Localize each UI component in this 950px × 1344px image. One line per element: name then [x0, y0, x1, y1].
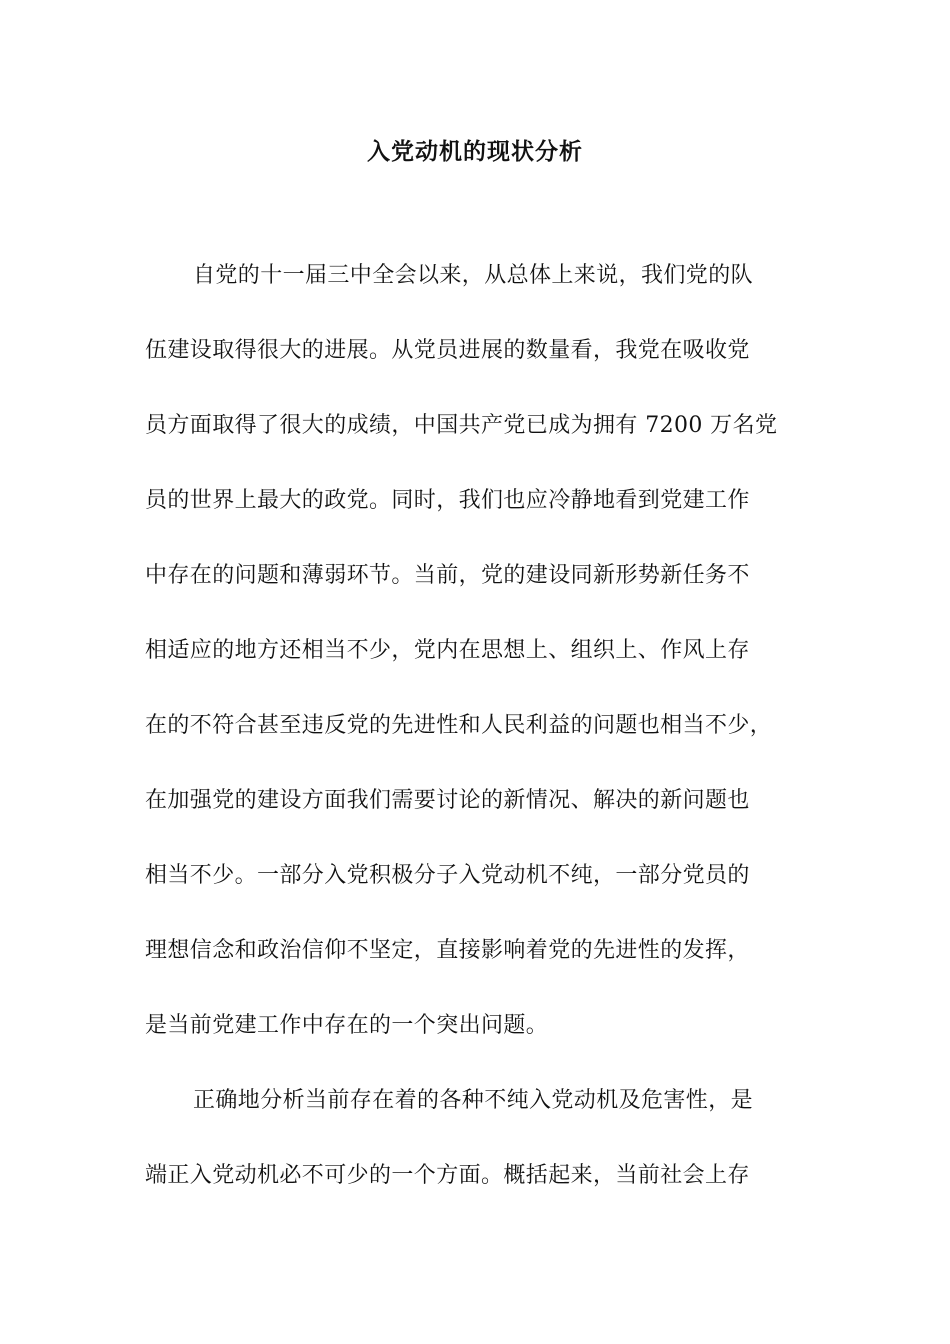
document-body [145, 256, 805, 1231]
paragraph-line: 中存在的问题和薄弱环节。当前，党的建设同新形势新任务不 [145, 563, 750, 588]
paragraph-line: 自党的十一届三中全会以来，从总体上来说，我们党的队 [193, 263, 754, 288]
paragraph-line: 相适应的地方还相当不少，党内在思想上、组织上、作风上存 [145, 638, 750, 663]
paragraph-line: 理想信念和政治信仰不坚定，直接影响着党的先进性的发挥， [145, 938, 750, 963]
paragraph-line: 是当前党建工作中存在的一个突出问题。 [145, 1013, 549, 1038]
paragraph-line: 伍建设取得很大的进展。从党员进展的数量看，我党在吸收党 [145, 338, 750, 363]
paragraph-line: 在的不符合甚至违反党的先进性和人民利益的问题也相当不少， [145, 713, 773, 738]
paragraph-1 [145, 256, 805, 1081]
paragraph-line: 端正入党动机必不可少的一个方面。概括起来，当前社会上存 [145, 1163, 750, 1188]
paragraph-line: 员的世界上最大的政党。同时，我们也应冷静地看到党建工作 [145, 488, 750, 513]
paragraph-2 [145, 1081, 805, 1231]
paragraph-line: 员方面取得了很大的成绩，中国共产党已成为拥有 7200 万名党 [145, 413, 778, 438]
paragraph-line: 相当不少。一部分入党积极分子入党动机不纯，一部分党员的 [145, 863, 750, 888]
document-title: 入党动机的现状分析 [367, 138, 583, 165]
paragraph-line: 正确地分析当前存在着的各种不纯入党动机及危害性，是 [193, 1088, 754, 1113]
paragraph-line: 在加强党的建设方面我们需要讨论的新情况、解决的新问题也 [145, 788, 750, 813]
